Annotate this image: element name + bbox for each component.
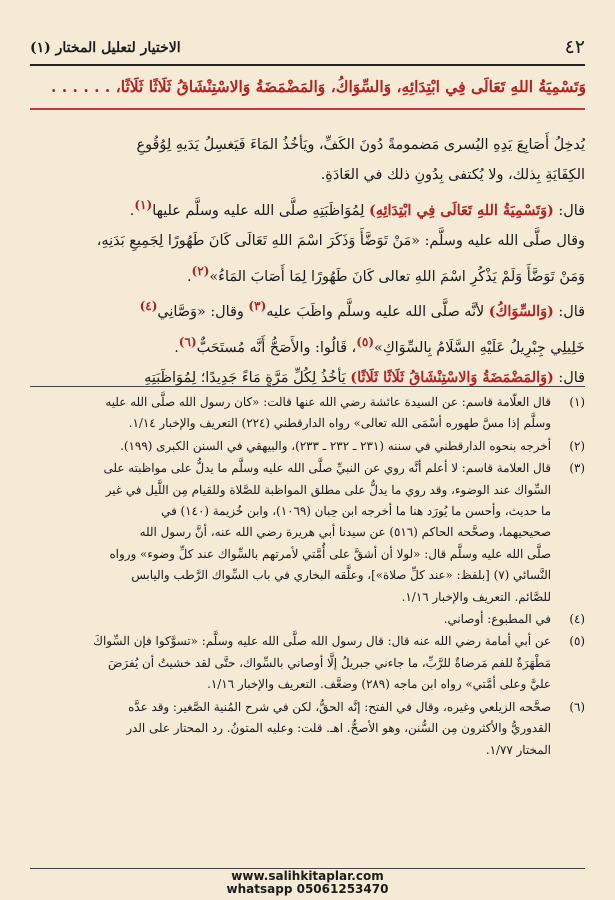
website-text: www.salihkitaplar.com xyxy=(231,869,384,883)
matn-text: وَتَسْمِيَةُ اللهِ تَعَالَى فِي ابْتِدَائِهِ، وَالسِّوَاكُ، وَالمَضْمَضَةُ وَالاسْتِنْشَاقُ ثَلَاثًا ثَلَاثًا، . . . . . . xyxy=(50,77,586,96)
publisher-watermark xyxy=(0,870,615,896)
text-line: الكِفَايَةِ بِذلك، ولا يُكتفى بِدُونِ ذلك في العَادَةِ. xyxy=(320,167,585,183)
matn-quote: (وَالمَضْمَضَةُ وَالاسْتِنْشَاقُ ثَلَاثًا ثَلَاثًا) xyxy=(350,369,554,387)
footnote-line: عليَّ وعلى أمَّتي» رواه ابن ماجه (٢٨٩) وضعَّف. التعريف والإخبار ١/١٦. xyxy=(207,677,551,692)
header-rule xyxy=(30,64,585,66)
qala-label: قال: xyxy=(558,370,585,387)
text-line: يَأخُذُ لِكُلِّ مَرَّةٍ مَاءً جَدِيدًا؛ لِمُوَاظَبَتِهِ xyxy=(144,370,351,387)
footnote-5 xyxy=(30,631,585,695)
page-number: ٤٢ xyxy=(564,36,585,58)
footnote-ref: (٦) xyxy=(178,335,197,350)
matn-divider xyxy=(30,108,585,110)
footnote-number: (٥) xyxy=(569,634,585,649)
footnote-line: النَّسائي (٧) [بلفظ: «عند كلِّ صلاة»]، وعلَّقه البخاري في باب السِّواك الرَّطب واليابس xyxy=(131,568,551,583)
paragraph-1 xyxy=(30,130,585,190)
footnote-ref: (١) xyxy=(134,198,153,212)
footnote-4 xyxy=(30,609,585,630)
text-line: لِمُوَاظَبَتِهِ صلَّى الله عليه وسلَّم عليها xyxy=(152,202,369,219)
footnote-number: (٢) xyxy=(569,438,585,453)
footnotes xyxy=(30,392,585,762)
text-line: وقال صلَّى الله عليه وسلَّم: «مَنْ تَوَضَّأَ وَذَكَرَ اسْمَ اللهِ تَعَالَى كَانَ طَهُورًا لِجَمِيعِ بَدَنِهِ، xyxy=(96,232,585,249)
footnote-line: القدوريُّ والأكثرون مِن السُّنن، وهو الأصحُّ. اهـ. قلت: وعليه المتونُ. رد المحتار على الدر xyxy=(126,721,551,736)
footnote-line: صحيحيهما، وصحَّحه الحاكم (٥١٦) عن سيدنا أبي هريرة رضي الله عنه، أنَّ رسول الله xyxy=(139,525,551,540)
commentary-body xyxy=(30,130,585,393)
footnote-number: (٣) xyxy=(569,461,585,476)
page-header xyxy=(30,38,585,60)
text-line: خَلِيلِي جِبْرِيلُ عَلَيْهِ السَّلَامُ بِالسِّوَاكِ» xyxy=(374,340,585,357)
footnote-1 xyxy=(30,392,585,435)
whatsapp-text: whatsapp 05061253470 xyxy=(226,882,389,896)
footnote-3 xyxy=(30,458,585,608)
footnote-6 xyxy=(30,697,585,761)
footnote-line: قال العلّامة قاسم: عن السيدة عائشة رضي الله عنها قالت: «كان رسول الله صلَّى الله عليه xyxy=(105,395,551,409)
footnote-line: صحَّحه الزيلعي وغيره، وقال في الفتح: إنَّه الحقُّ، لكن في شرح المُنية الصَّغير: وقد عدَّه xyxy=(128,699,551,714)
footnote-number: (١) xyxy=(569,395,585,409)
matn-quote: (وَتَسْمِيَةُ اللهِ تَعَالَى فِي ابْتِدَائِهِ) xyxy=(368,201,554,219)
footnote-line: في المطبوع: أوصاني. xyxy=(443,612,551,627)
footnote-line: السِّواك عند الوضوء، وقد روي ما يدلُّ على مطلق المواظبة للصَّلاة وللقيام مِن اللَّيل في غير xyxy=(105,482,551,497)
text-line: ، قَالُوا: والأَصَحُّ أَنَّه مُستَحَبٌّ xyxy=(196,340,357,357)
text-line: وقال: «وَصَّانِي xyxy=(157,304,249,321)
paragraph-4 xyxy=(30,363,585,393)
footnote-line: صلَّى الله عليه وسلَّم قال: «لولا أن أشقَّ على أُمَّتي لأمرتهم بالسِّواك عند كلِّ وضوء» ورواه xyxy=(109,546,551,561)
paragraph-3: قال: (وَالسِّوَاكُ) لأنَّه صلَّى الله عليه وسلَّم واظَبَ عليه$^{(٣)}$ وقال: «وَصَّانِي$^{(٤)}$ خَلِيلِي جِبْرِيلُ عَلَيْهِ السَّلَامُ بِالسِّوَاكِ»$^{(٥)}$، قَالُوا: والأَصَحُّ أَنَّه مُستَحَبٌّ$^{(٦)}$. xyxy=(139,299,585,357)
footnote-line: للصَّائم. التعريف والإخبار ١/١٦. xyxy=(401,589,551,604)
footnote-divider xyxy=(30,386,585,387)
footnote-line: ما حديث، وأحسن ما يُورَد هنا ما أخرجه ابن حِبان (١٠٦٩)، وابن خُزيمة (١٤٠) في xyxy=(161,504,551,519)
footnote-ref: (٢) xyxy=(191,263,210,278)
paragraph-2: قال: (وَتَسْمِيَةُ اللهِ تَعَالَى فِي ابْتِدَائِهِ) لِمُوَاظَبَتِهِ صلَّى الله عليه وسلَّم عليها$^{(١)}$. وقال صلَّى الله عليه وسلَّم: «مَنْ تَوَضَّأَ وَذَكَرَ اسْمَ اللهِ تَعَالَى كَانَ طَهُورًا لِجَمِيعِ بَدَنِهِ، وَمَنْ تَوَضَّأَ وَلَمْ يَذْكُرِ اسْمَ اللهِ تعالى كَانَ طَهُورًا لِمَا أَصَابَ المَاءُ»$^{(٢)}$. xyxy=(96,198,585,285)
text-line: وَمَنْ تَوَضَّأَ وَلَمْ يَذْكُرِ اسْمَ اللهِ تعالى كَانَ طَهُورًا لِمَا أَصَابَ المَاءُ» xyxy=(209,268,585,285)
footnote-line: المختار ١/٧٧. xyxy=(485,742,551,757)
qala-label: قال: xyxy=(558,202,585,219)
footnote-number: (٤) xyxy=(569,612,585,627)
text-line: لأنَّه صلَّى الله عليه وسلَّم واظَبَ عليه xyxy=(266,304,489,321)
footnote-ref: (٥) xyxy=(356,335,375,350)
qala-label: قال: xyxy=(558,304,585,321)
footnote-number: (٦) xyxy=(569,699,585,714)
footnote-line: عن أبي أمامة رضي الله عنه قال: قال رسول الله صلَّى الله عليه وسلَّم: «تسوَّكوا فإن السِّواكَ xyxy=(93,634,551,649)
footnote-line: وسلَّم إذا مسَّ طهوره أسْمَى الله تعالى» رواه الدارقطني (٢٢٤) التعريف والإخبار ١/١٤. xyxy=(128,416,551,431)
matn-quote: (وَالسِّوَاكُ) xyxy=(488,303,554,321)
footnote-ref: (٤) xyxy=(139,299,158,314)
footnote-line: مَطْهَرَةٌ للفم مَرضاةٌ للرَّبِّ، ما جاءني جبريلُ إلَّا أوصاني بالسِّواك، حتَّى لقد خشيتُ أن يُفرَضَ xyxy=(108,655,551,670)
footnote-line: أخرجه بنحوه الدارقطني في سننه (٢٣١ ـ ٢٣٢ ـ ٢٣٣)، والبيهقي في السنن الكبرى (١٩٩). xyxy=(120,438,551,453)
footnote-line: قال العلامة قاسم: لا أعلم أنَّه روي عن النبيِّ صلَّى الله عليه وسلَّم ما يدلُّ على مواظبته على xyxy=(103,461,551,476)
footnote-2 xyxy=(30,436,585,457)
running-title: الاختيار لتعليل المختار (١) xyxy=(30,40,181,56)
footnote-ref: (٣) xyxy=(248,299,267,314)
text-line: يُدخِلُ أَصَابِعَ يَدِهِ اليُسرى مَضمومةً دُونَ الكَفِّ، ويَأخُذُ المَاءَ فَيَغسِلُ يَدَيهِ لِوُقُوعِ xyxy=(136,137,585,153)
